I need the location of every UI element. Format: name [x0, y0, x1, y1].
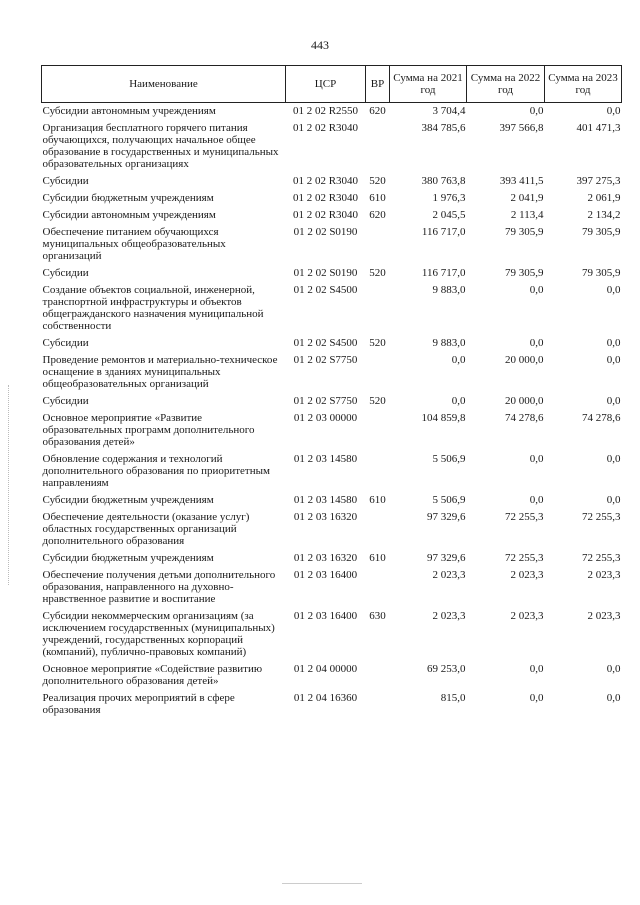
- cell-sum-2021: 97 329,6: [427, 552, 466, 564]
- cell-name: Субсидии бюджетным учреждениям: [42, 552, 214, 564]
- table-body: [42, 103, 622, 720]
- cell-sum-2023: 79 305,9: [582, 267, 621, 279]
- table-row: [42, 335, 622, 352]
- cell-sum-2023: 0,0: [606, 337, 621, 349]
- cell-name: Обеспечение получения детьми дополнительного образования, направленного на духовно-нравственное развитие и воспитание: [42, 569, 276, 605]
- table-row: [42, 550, 622, 567]
- cell-vr: 630: [369, 610, 386, 622]
- cell-sum-2022: 0,0: [529, 494, 544, 506]
- header-row: [42, 66, 622, 103]
- cell-sum-2023: 72 255,3: [582, 511, 621, 523]
- cell-vr: 520: [369, 395, 386, 407]
- cell-sum-2021: 384 785,6: [421, 122, 466, 134]
- cell-name: Основное мероприятие «Содействие развитию дополнительного образования детей»: [42, 663, 263, 687]
- cell-sum-2023: 2 023,3: [587, 610, 621, 622]
- table-row: [42, 608, 622, 661]
- cell-sum-2022: 0,0: [529, 337, 544, 349]
- cell-name: Субсидии бюджетным учреждениям: [42, 192, 214, 204]
- cell-sum-2021: 97 329,6: [427, 511, 466, 523]
- cell-csr: 01 2 03 16320: [293, 511, 358, 523]
- cell-name: Обновление содержания и технологий дополнительного образования по приоритетным направлениям: [42, 453, 270, 489]
- cell-sum-2021: 2 045,5: [432, 209, 466, 221]
- cell-sum-2022: 397 566,8: [499, 122, 544, 134]
- cell-vr: [366, 120, 390, 173]
- cell-sum-2023: 0,0: [606, 692, 621, 704]
- cell-sum-2022: 0,0: [529, 663, 544, 675]
- cell-csr: 01 2 04 16360: [293, 692, 358, 704]
- table-row: [42, 451, 622, 492]
- cell-sum-2022: 79 305,9: [505, 226, 544, 238]
- cell-sum-2023: 2 061,9: [587, 192, 621, 204]
- cell-sum-2023: 0,0: [606, 105, 621, 117]
- cell-sum-2023: 79 305,9: [582, 226, 621, 238]
- cell-csr: 01 2 02 R3040: [292, 175, 359, 187]
- cell-vr: [366, 567, 390, 608]
- table-row: [42, 173, 622, 190]
- table-row: [42, 690, 622, 719]
- table-row: [42, 282, 622, 335]
- cell-sum-2023: 74 278,6: [582, 412, 621, 424]
- cell-csr: 01 2 02 S4500: [293, 337, 358, 349]
- cell-vr: 520: [369, 337, 386, 349]
- cell-sum-2021: 5 506,9: [432, 494, 466, 506]
- table-header: [42, 66, 622, 103]
- table-row: [42, 207, 622, 224]
- cell-name: Организация бесплатного горячего питания обучающихся, получающих начальное общее образование в государственных и муниципальных образовательных организациях: [42, 122, 279, 170]
- cell-sum-2021: 3 704,4: [432, 105, 466, 117]
- cell-csr: 01 2 02 R3040: [292, 209, 359, 221]
- table-row: [42, 224, 622, 265]
- table-row: [42, 103, 622, 121]
- cell-vr: 620: [369, 209, 386, 221]
- cell-sum-2023: 0,0: [606, 395, 621, 407]
- cell-sum-2022: 0,0: [529, 284, 544, 296]
- cell-csr: 01 2 03 16320: [293, 552, 358, 564]
- table-row: [42, 393, 622, 410]
- cell-sum-2022: 79 305,9: [505, 267, 544, 279]
- cell-vr: [366, 690, 390, 719]
- cell-name: Субсидии: [42, 395, 89, 407]
- cell-name: Субсидии бюджетным учреждениям: [42, 494, 214, 506]
- cell-sum-2023: 0,0: [606, 284, 621, 296]
- table-row: [42, 509, 622, 550]
- cell-name: Создание объектов социальной, инженерной, транспортной инфраструктуры и объектов общегражданского назначения муниципальной собственности: [42, 284, 264, 332]
- cell-sum-2021: 116 717,0: [421, 226, 466, 238]
- cell-vr: 610: [369, 552, 386, 564]
- cell-csr: 01 2 03 14580: [293, 453, 358, 465]
- cell-csr: 01 2 02 S0190: [293, 226, 358, 238]
- cell-name: Реализация прочих мероприятий в сфере образования: [42, 692, 235, 716]
- cell-csr: 01 2 02 S7750: [293, 354, 358, 366]
- cell-sum-2021: 2 023,3: [432, 569, 466, 581]
- cell-vr: [366, 661, 390, 690]
- cell-sum-2023: 72 255,3: [582, 552, 621, 564]
- cell-sum-2023: 0,0: [606, 354, 621, 366]
- table-row: [42, 120, 622, 173]
- cell-sum-2021: 0,0: [451, 395, 466, 407]
- cell-name: Субсидии автономным учреждениям: [42, 105, 216, 117]
- cell-name: Субсидии: [42, 337, 89, 349]
- table-row: [42, 410, 622, 451]
- cell-sum-2021: 1 976,3: [432, 192, 466, 204]
- cell-name: Субсидии автономным учреждениям: [42, 209, 216, 221]
- cell-sum-2023: 2 023,3: [587, 569, 621, 581]
- cell-csr: 01 2 02 R3040: [292, 192, 359, 204]
- cell-sum-2022: 0,0: [529, 453, 544, 465]
- header-csr: ЦСР: [286, 66, 366, 103]
- cell-sum-2022: 20 000,0: [505, 354, 544, 366]
- table-row: [42, 492, 622, 509]
- cell-vr: 620: [369, 105, 386, 117]
- cell-sum-2023: 401 471,3: [576, 122, 621, 134]
- cell-sum-2022: 72 255,3: [505, 511, 544, 523]
- cell-sum-2022: 2 023,3: [510, 610, 544, 622]
- cell-sum-2023: 0,0: [606, 453, 621, 465]
- header-name: Наименование: [42, 66, 286, 103]
- cell-sum-2022: 72 255,3: [505, 552, 544, 564]
- cell-sum-2021: 69 253,0: [427, 663, 466, 675]
- table-row: [42, 567, 622, 608]
- header-sum-2023: Сумма на 2023 год: [545, 66, 622, 103]
- cell-sum-2023: 0,0: [606, 663, 621, 675]
- cell-vr: [366, 509, 390, 550]
- cell-csr: 01 2 02 S7750: [293, 395, 358, 407]
- cell-csr: 01 2 02 S0190: [293, 267, 358, 279]
- cell-sum-2021: 380 763,8: [421, 175, 466, 187]
- table-row: [42, 661, 622, 690]
- cell-vr: [366, 410, 390, 451]
- header-sum-2021: Сумма на 2021 год: [390, 66, 467, 103]
- cell-csr: 01 2 04 00000: [293, 663, 358, 675]
- cell-sum-2021: 9 883,0: [432, 337, 466, 349]
- table-row: [42, 265, 622, 282]
- cell-name: Субсидии: [42, 175, 89, 187]
- cell-vr: 610: [369, 494, 386, 506]
- cell-sum-2022: 2 113,4: [510, 209, 544, 221]
- cell-name: Субсидии некоммерческим организациям (за исключением государственных (муниципальных) учреждений, государственных корпораций (компаний), публично-правовых компаний): [42, 610, 275, 658]
- cell-sum-2021: 9 883,0: [432, 284, 466, 296]
- margin-mark: [8, 385, 10, 585]
- cell-sum-2021: 0,0: [451, 354, 466, 366]
- cell-vr: [366, 282, 390, 335]
- cell-sum-2022: 393 411,5: [499, 175, 544, 187]
- cell-sum-2022: 2 041,9: [510, 192, 544, 204]
- bottom-rule: [282, 883, 362, 884]
- cell-vr: 520: [369, 267, 386, 279]
- table-row: [42, 352, 622, 393]
- cell-csr: 01 2 02 R2550: [292, 105, 359, 117]
- cell-vr: 520: [369, 175, 386, 187]
- cell-name: Обеспечение деятельности (оказание услуг) областных государственных организаций дополнительного образования: [42, 511, 250, 547]
- cell-vr: [366, 451, 390, 492]
- cell-sum-2021: 116 717,0: [421, 267, 466, 279]
- cell-csr: 01 2 02 R3040: [292, 122, 359, 134]
- cell-sum-2021: 104 859,8: [421, 412, 466, 424]
- cell-name: Обеспечение питанием обучающихся муниципальных общеобразовательных организаций: [42, 226, 226, 262]
- cell-sum-2021: 2 023,3: [432, 610, 466, 622]
- cell-sum-2023: 0,0: [606, 494, 621, 506]
- header-vr: ВР: [366, 66, 390, 103]
- cell-csr: 01 2 03 00000: [293, 412, 358, 424]
- cell-csr: 01 2 03 16400: [293, 610, 358, 622]
- cell-csr: 01 2 03 14580: [293, 494, 358, 506]
- budget-table: [41, 65, 622, 719]
- cell-name: Субсидии: [42, 267, 89, 279]
- cell-csr: 01 2 03 16400: [293, 569, 358, 581]
- cell-vr: 610: [369, 192, 386, 204]
- page-number: 443: [311, 38, 329, 52]
- table-row: [42, 190, 622, 207]
- cell-sum-2022: 2 023,3: [510, 569, 544, 581]
- cell-sum-2022: 20 000,0: [505, 395, 544, 407]
- cell-csr: 01 2 02 S4500: [293, 284, 358, 296]
- cell-sum-2023: 397 275,3: [576, 175, 621, 187]
- cell-name: Проведение ремонтов и материально-техническое оснащение в зданиях муниципальных общеобразовательных организаций: [42, 354, 278, 390]
- cell-sum-2021: 5 506,9: [432, 453, 466, 465]
- header-sum-2022: Сумма на 2022 год: [467, 66, 545, 103]
- cell-sum-2023: 2 134,2: [587, 209, 621, 221]
- cell-name: Основное мероприятие «Развитие образовательных программ дополнительного образования детей»: [42, 412, 255, 448]
- cell-vr: [366, 352, 390, 393]
- cell-sum-2021: 815,0: [440, 692, 466, 704]
- cell-sum-2022: 74 278,6: [505, 412, 544, 424]
- cell-sum-2022: 0,0: [529, 105, 544, 117]
- cell-vr: [366, 224, 390, 265]
- cell-sum-2022: 0,0: [529, 692, 544, 704]
